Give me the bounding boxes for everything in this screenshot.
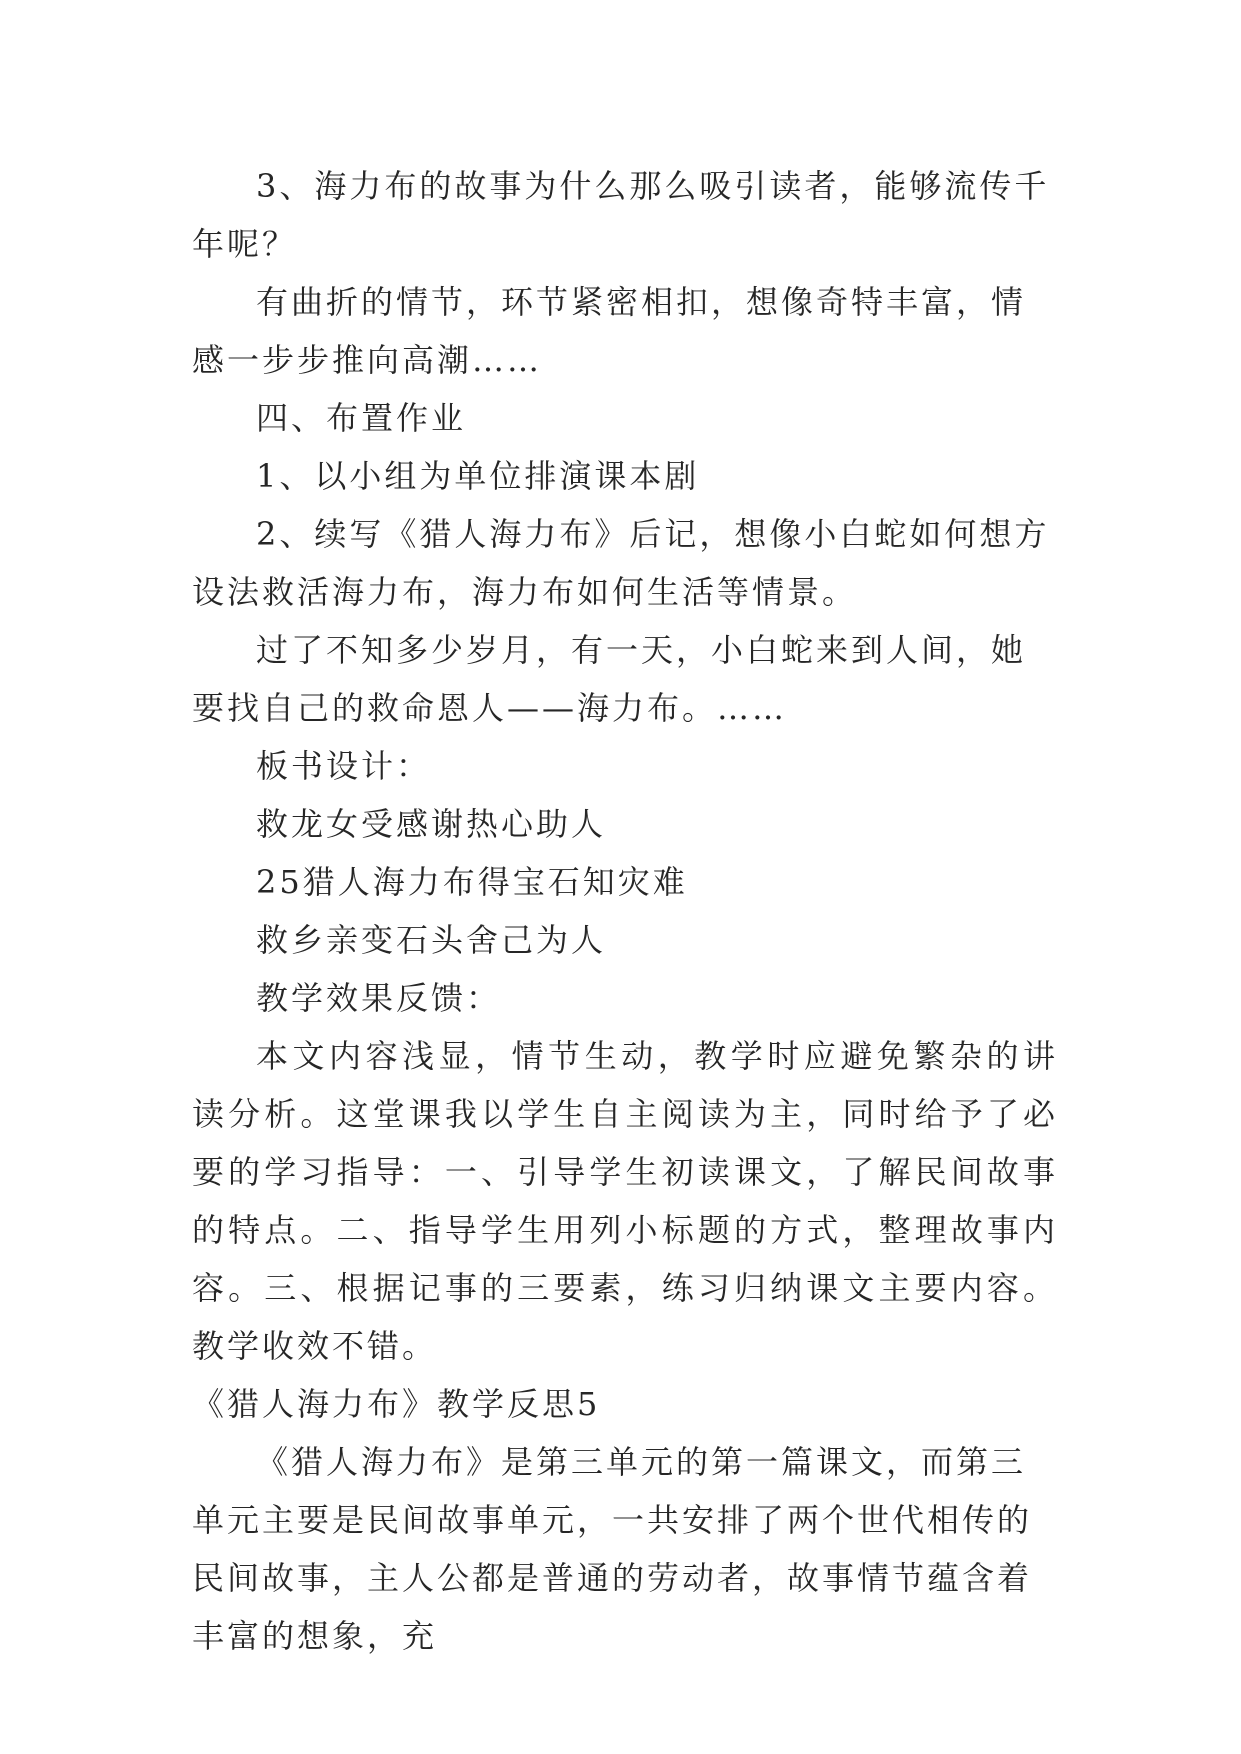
section-heading-homework: 四、布置作业: [256, 399, 467, 437]
question-3-paragraph: 3、海力布的故事为什么那么吸引读者，能够流传千年呢？: [192, 167, 1050, 263]
board-design-line-2: 25猎人海力布得宝石知灾难: [256, 863, 688, 901]
board-design-title: 板书设计：: [256, 747, 432, 785]
board-design-line-3: 救乡亲变石头舍己为人: [256, 921, 607, 959]
homework-item-2: 2、续写《猎人海力布》后记，想像小白蛇如何想方设法救活海力布，海力布如何生活等情景。: [192, 515, 1050, 611]
story-continuation-paragraph: 过了不知多少岁月，有一天，小白蛇来到人间，她要找自己的救命恩人——海力布。……: [192, 631, 1027, 727]
answer-3-paragraph: 有曲折的情节，环节紧密相扣，想像奇特丰富，情感一步步推向高潮……: [192, 283, 1027, 379]
homework-item-1: 1、以小组为单位排演课本剧: [256, 457, 700, 495]
feedback-title: 教学效果反馈：: [256, 979, 502, 1017]
feedback-paragraph: 本文内容浅显，情节生动，教学时应避免繁杂的讲读分析。这堂课我以学生自主阅读为主，同时给予了必要的学习指导：一、引导学生初读课文，了解民间故事的特点。二、指导学生用列小标题的方式，整理故事内容。三、根据记事的三要素，练习归纳课文主要内容。教学收效不错。: [192, 1037, 1058, 1365]
reflection-5-heading: 《猎人海力布》教学反思5: [192, 1385, 601, 1423]
board-design-line-1: 救龙女受感谢热心助人: [256, 805, 607, 843]
document-body: [192, 157, 1058, 1665]
reflection-5-paragraph: 《猎人海力布》是第三单元的第一篇课文，而第三单元主要是民间故事单元，一共安排了两个世代相传的民间故事，主人公都是普通的劳动者，故事情节蕴含着丰富的想象，充: [192, 1443, 1033, 1655]
